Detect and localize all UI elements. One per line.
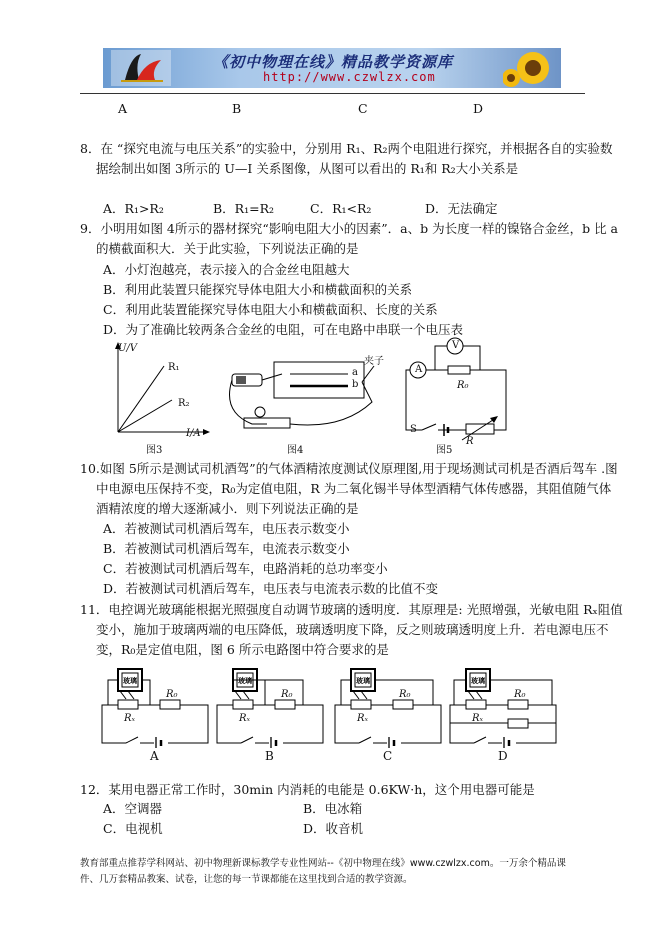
q11-line-2: 变小，施加于玻璃两端的电压降低，玻璃透明度下降，反之则玻璃透明度上升．若电源电压不	[96, 622, 609, 637]
q10-option-a: A．若被测试司机酒后驾车，电压表示数变小	[103, 521, 350, 536]
fig3-ylabel: U/V	[118, 343, 138, 354]
q12-line-1: 12．某用电器正常工作时，30min 内消耗的电能是 0.6KW·h，这个用电器可能是	[80, 782, 535, 797]
q11-line-1: 11．电控调光玻璃能根据光照强度自动调节玻璃的透明度．其原理是: 光照增强，光敏电阻 Rₓ阻值	[80, 602, 623, 617]
q10-option-d: D．若被测试司机酒后驾车，电压表与电流表示数的比值不变	[103, 581, 439, 596]
q12-option-b: B．电冰箱	[303, 801, 363, 816]
top-option-d: D	[473, 101, 484, 116]
banner-url[interactable]: http://www.czwlzx.com	[263, 70, 436, 84]
fig3-r2-label: R₂	[178, 398, 190, 409]
fig3-caption: 图3	[146, 445, 163, 456]
figure-6-d-r0-label: R₀	[514, 689, 526, 700]
footer-line-1: 教育部重点推荐学科网站、初中物理新课标教学专业性网站--《初中物理在线》www.czwlzx.com。一万余个精品课	[80, 858, 566, 869]
q9-line-1: 9．小明用如图 4所示的器材探究“影响电阻大小的因素”．a、b 为长度一样的镍铬合金丝，b 比 a	[80, 221, 618, 236]
figure-6-d-circuit-label: D	[498, 749, 508, 763]
q10-line-2: 中电源电压保持不变，R₀为定值电阻，R 为二氧化锡半导体型酒精气体传感器，其阻值随气体	[96, 481, 612, 496]
figure-4-apparatus	[222, 352, 387, 438]
fig4-a-label: a	[352, 367, 358, 378]
q8-line-2: 据绘制出如图 3所示的 U—I 关系图像，从图可以看出的 R₁和 R₂大小关系是	[96, 161, 519, 176]
q11-line-3: 变，R₀是定值电阻，图 6 所示电路图中符合要求的是	[96, 642, 389, 657]
fig5-caption: 图5	[436, 445, 453, 456]
fig5-r-label: R	[466, 436, 474, 447]
q9-option-b: B．利用此装置只能探究导体电阻大小和横截面积的关系	[103, 282, 413, 297]
figure-6-circuit-c	[333, 663, 448, 748]
figure-6-c-r0-label: R₀	[399, 689, 411, 700]
svg-text:玻璃: 玻璃	[356, 676, 370, 685]
figure-3-ui-graph	[104, 340, 214, 440]
fig3-xlabel: I/A	[186, 428, 201, 439]
q10-line-3: 酒精浓度的增大逐渐减小．则下列说法正确的是	[96, 501, 359, 516]
q12-option-a: A．空调器	[103, 801, 163, 816]
fig4-b-label: b	[352, 379, 359, 390]
sunflower-icon	[503, 48, 561, 88]
figure-6-circuit-b	[215, 663, 330, 748]
fig5-a-label: A	[415, 364, 423, 375]
q8-line-1: 8．在 “探究电流与电压关系”的实验中，分别用 R₁、R₂两个电阻进行探究，并根据各自的实验数	[80, 141, 613, 156]
svg-text:玻璃: 玻璃	[471, 676, 485, 685]
q8-option-c: C．R₁<R₂	[310, 201, 372, 216]
q8-option-b: B．R₁=R₂	[213, 201, 275, 216]
fig3-r1-label: R₁	[168, 362, 180, 373]
figure-6-circuit-d	[448, 663, 563, 748]
figure-6-circuit-a	[100, 663, 215, 748]
fig5-v-label: V	[452, 340, 460, 351]
figure-6-b-r0-label: R₀	[281, 689, 293, 700]
figure-6-b-circuit-label: B	[265, 749, 274, 763]
fig4-caption: 图4	[287, 445, 304, 456]
fig5-s-label: S	[410, 424, 417, 435]
q9-option-a: A．小灯泡越亮，表示接入的合金丝电阻越大	[103, 262, 350, 277]
q10-option-b: B．若被测试司机酒后驾车，电流表示数变小	[103, 541, 350, 556]
q12-option-c: C．电视机	[103, 821, 163, 836]
top-option-a: A	[118, 101, 128, 116]
q8-option-d: D．无法确定	[425, 201, 498, 216]
q10-line-1: 10.如图 5所示是测试司机酒驾”的气体酒精浓度测试仪原理图,用于现场测试司机是否酒后驾车 .图	[80, 461, 618, 476]
figure-6-c-rx-label: Rₓ	[357, 713, 369, 724]
q9-option-c: C．利用此装置能探究导体电阻大小和横截面积、长度的关系	[103, 302, 438, 317]
top-option-c: C	[358, 101, 368, 116]
svg-text:玻璃: 玻璃	[123, 676, 137, 685]
fig5-r0-label: R₀	[457, 380, 469, 391]
q9-line-2: 的横截面积大．关于此实验，下列说法正确的是	[96, 241, 359, 256]
svg-text:玻璃: 玻璃	[238, 676, 252, 685]
top-option-b: B	[232, 101, 242, 116]
figure-6-a-circuit-label: A	[150, 749, 159, 763]
figure-6-a-rx-label: Rₓ	[124, 713, 136, 724]
q8-option-a: A．R₁>R₂	[103, 201, 164, 216]
figure-6-a-r0-label: R₀	[166, 689, 178, 700]
site-logo	[111, 50, 171, 86]
figure-6-b-rx-label: Rₓ	[239, 713, 251, 724]
banner-title: 《初中物理在线》精品教学资源库	[213, 53, 454, 71]
header-rule	[80, 93, 585, 94]
footer-line-2: 件、几万套精品教案、试卷，让您的每一节课都能在这里找到合适的教学资源。	[80, 874, 413, 885]
q10-option-c: C．若被测试司机酒后驾车，电路消耗的总功率变小	[103, 561, 388, 576]
figure-6-d-rx-label: Rₓ	[472, 713, 484, 724]
q12-option-d: D．收音机	[303, 821, 364, 836]
figure-5-circuit	[400, 336, 515, 446]
q9-option-d: D．为了准确比较两条合金丝的电阻，可在电路中串联一个电压表	[103, 322, 464, 337]
figure-6-c-circuit-label: C	[383, 749, 393, 763]
fig4-clip-label: 夹子	[364, 356, 384, 367]
header-banner	[103, 48, 561, 88]
